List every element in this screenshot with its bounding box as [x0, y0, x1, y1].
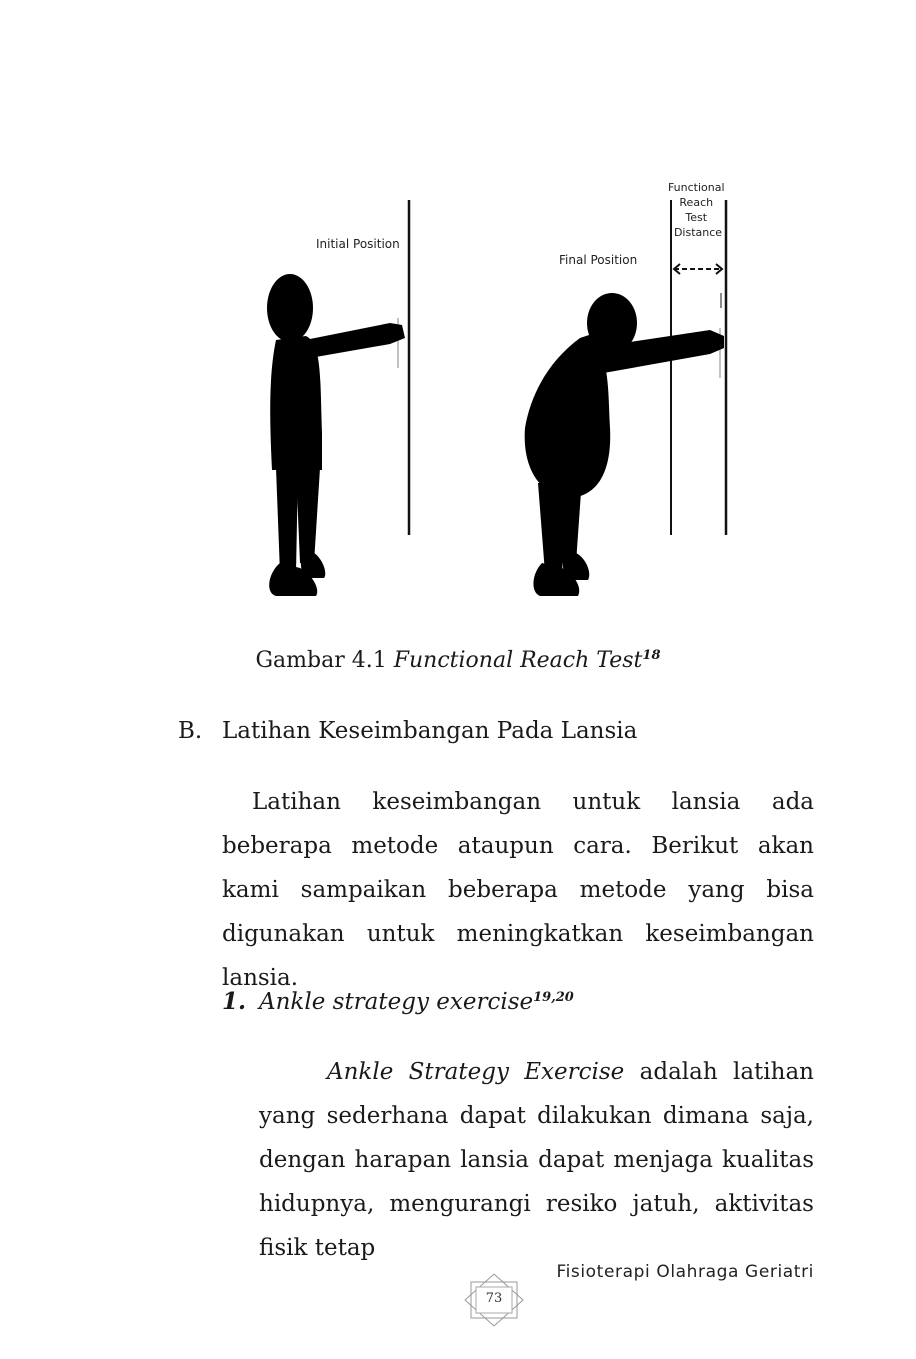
section-title: Latihan Keseimbangan Pada Lansia [222, 718, 638, 744]
caption-reference: 18 [642, 648, 661, 663]
section-letter: B. [178, 718, 203, 744]
figure-caption [0, 648, 916, 673]
caption-title: Functional Reach Test [393, 648, 643, 673]
label-reach-distance: Functional Reach Test Distance [667, 181, 725, 239]
label-final-position: Final Position [559, 253, 638, 267]
list-item-number: 1. [222, 988, 247, 1015]
page-number: 73 [485, 1291, 503, 1306]
figure-final-position [525, 293, 724, 596]
label-initial-position: Initial Position [316, 237, 400, 251]
list-item-title: Ankle strategy exercise [259, 989, 534, 1015]
footer-book-title: Fisioterapi Olahraga Geriatri [556, 1262, 814, 1282]
paragraph-ankle-strategy [259, 1050, 814, 1270]
functional-reach-test-figure [250, 178, 740, 608]
list-item-heading [222, 988, 574, 1015]
figure-initial-position [267, 274, 405, 596]
paragraph-lead-term: Ankle Strategy Exercise [327, 1059, 625, 1085]
paragraph-intro [222, 780, 814, 1000]
reach-distance-arrow [674, 264, 722, 274]
caption-prefix: Gambar 4.1 [255, 648, 394, 673]
list-item-reference: 19,20 [533, 990, 574, 1005]
section-heading [178, 718, 637, 744]
paragraph-intro-text: Latihan keseimbangan untuk lansia ada beberapa metode ataupun cara. Berikut akan kami sampaikan beberapa metode yang bisa digunakan untuk meningkatkan keseimbangan lansia. [222, 789, 814, 991]
paragraph-ankle-text: adalah latihan yang sederhana dapat dilakukan dimana saja, dengan harapan lansia dapat menjaga kualitas hidupnya, mengurangi resiko jatuh, aktivitas fisik tetap [259, 1059, 814, 1261]
